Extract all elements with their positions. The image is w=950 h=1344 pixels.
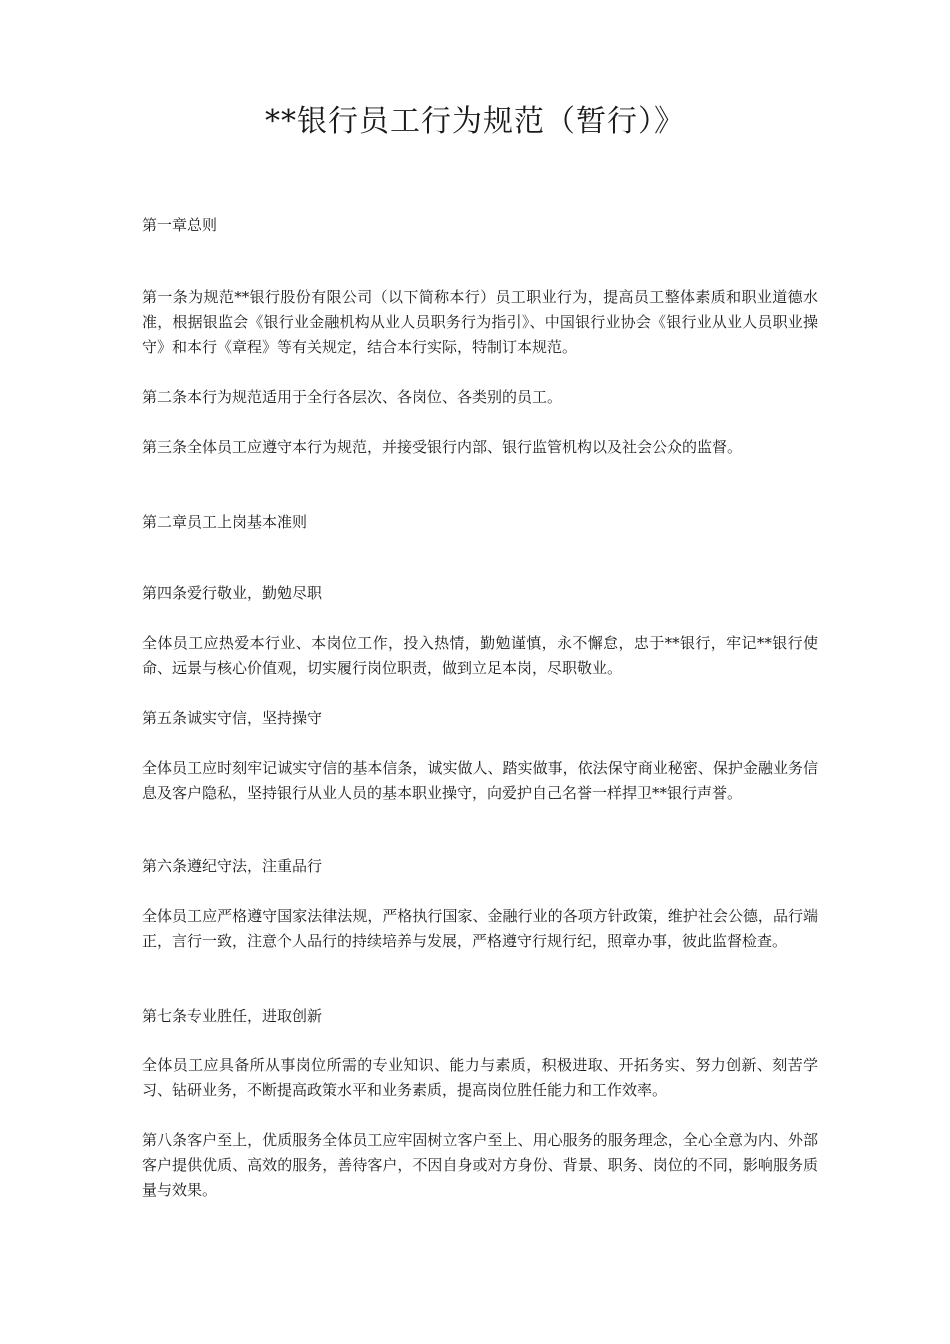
article-1: 第一条为规范**银行股份有限公司（以下简称本行）员工职业行为，提高员工整体素质和职业道德水准，根据银监会《银行业金融机构从业人员职务行为指引》、中国银行业协会《银行业从业人员职业操守》和本行《章程》等有关规定，结合本行实际，特制订本规范。 <box>142 288 818 356</box>
chapter-1-heading: 第一章总则 <box>142 216 218 234</box>
article-5-body: 全体员工应时刻牢记诚实守信的基本信条，诚实做人、踏实做事，依法保守商业秘密、保护金融业务信息及客户隐私，坚持银行从业人员的基本职业操守，向爱护自己名誉一样捍卫**银行声誉。 <box>142 759 818 802</box>
article-7-body: 全体员工应具备所从事岗位所需的专业知识、能力与素质，积极进取、开拓务实、努力创新、刻苦学习、钻研业务，不断提高政策水平和业务素质，提高岗位胜任能力和工作效率。 <box>142 1056 818 1099</box>
article-4-body: 全体员工应热爱本行业、本岗位工作，投入热情，勤勉谨慎，永不懈怠，忠于**银行，牢记**银行使命、远景与核心价值观，切实履行岗位职责，做到立足本岗，尽职敬业。 <box>142 634 818 677</box>
article-6-body: 全体员工应严格遵守国家法律法规，严格执行国家、金融行业的各项方针政策，维护社会公德，品行端正，言行一致，注意个人品行的持续培养与发展，严格遵守行规行纪，照章办事，彼此监督检查。 <box>142 907 818 950</box>
article-7-heading: 第七条专业胜任，进取创新 <box>142 1007 323 1025</box>
article-2: 第二条本行为规范适用于全行各层次、各岗位、各类别的员工。 <box>142 388 563 406</box>
article-8: 第八条客户至上，优质服务全体员工应牢固树立客户至上、用心服务的服务理念，全心全意为内、外部客户提供优质、高效的服务，善待客户，不因自身或对方身份、背景、职务、岗位的不同，影响服务质量与效果。 <box>142 1131 818 1199</box>
chapter-2-heading: 第二章员工上岗基本准则 <box>142 513 308 531</box>
article-6-heading: 第六条遵纪守法，注重品行 <box>142 857 323 875</box>
article-4-heading: 第四条爱行敬业，勤勉尽职 <box>142 584 323 602</box>
article-5-heading: 第五条诚实守信，坚持操守 <box>142 709 323 727</box>
document-title: **银行员工行为规范（暂行）》 <box>265 104 685 139</box>
article-3: 第三条全体员工应遵守本行为规范，并接受银行内部、银行监管机构以及社会公众的监督。 <box>142 438 743 456</box>
